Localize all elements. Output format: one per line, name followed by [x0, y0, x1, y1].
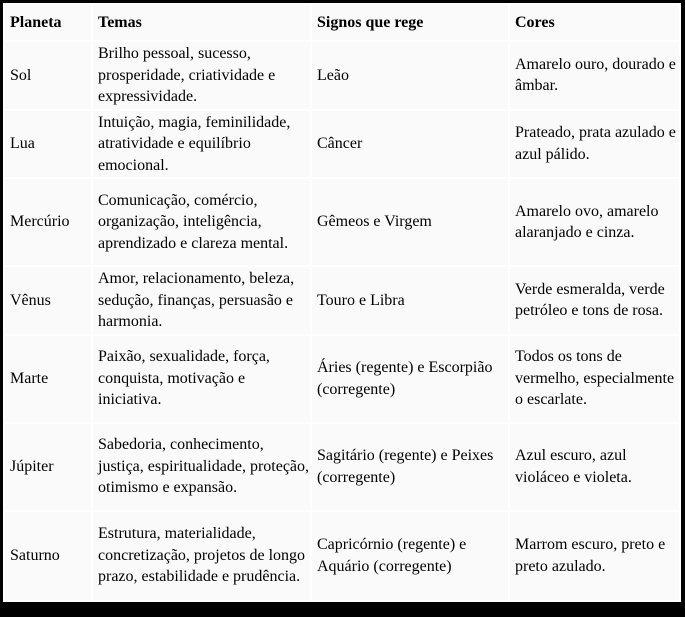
header-planeta: Planeta — [4, 4, 92, 41]
table-row — [4, 511, 680, 601]
cell-temas: Amor, relacionamento, beleza, sedução, finanças, persuasão e harmonia. — [92, 266, 311, 335]
cell-planeta: Marte — [4, 335, 92, 423]
planet-correspondence-table — [3, 3, 681, 602]
header-cores: Cores — [509, 4, 680, 41]
cell-planeta: Mercúrio — [4, 178, 92, 266]
cell-planeta: Júpiter — [4, 423, 92, 511]
cell-planeta: Sol — [4, 41, 92, 110]
cell-signos: Gêmeos e Virgem — [311, 178, 509, 266]
cell-temas: Sabedoria, conhecimento, justiça, espiritualidade, proteção, otimismo e expansão. — [92, 423, 311, 511]
cell-temas: Brilho pessoal, sucesso, prosperidade, criatividade e expressividade. — [92, 41, 311, 110]
cell-planeta: Vênus — [4, 266, 92, 335]
table-row — [4, 178, 680, 266]
cell-cores: Todos os tons de vermelho, especialmente o escarlate. — [509, 335, 680, 423]
cell-signos: Câncer — [311, 110, 509, 179]
cell-signos: Capricórnio (regente) e Aquário (corregente) — [311, 511, 509, 601]
table-row — [4, 266, 680, 335]
table-row — [4, 110, 680, 179]
cell-cores: Amarelo ouro, dourado e âmbar. — [509, 41, 680, 110]
header-row — [4, 4, 680, 41]
table-row — [4, 423, 680, 511]
cell-temas: Paixão, sexualidade, força, conquista, motivação e iniciativa. — [92, 335, 311, 423]
cell-temas: Intuição, magia, feminilidade, atratividade e equilíbrio emocional. — [92, 110, 311, 179]
cell-cores: Azul escuro, azul violáceo e violeta. — [509, 423, 680, 511]
cell-temas: Comunicação, comércio, organização, inteligência, aprendizado e clareza mental. — [92, 178, 311, 266]
table-row — [4, 335, 680, 423]
cell-signos: Áries (regente) e Escorpião (corregente) — [311, 335, 509, 423]
cell-planeta: Saturno — [4, 511, 92, 601]
cell-cores: Marrom escuro, preto e preto azulado. — [509, 511, 680, 601]
cell-cores: Verde esmeralda, verde petróleo e tons de rosa. — [509, 266, 680, 335]
cell-signos: Sagitário (regente) e Peixes (corregente) — [311, 423, 509, 511]
table-row — [4, 41, 680, 110]
header-temas: Temas — [92, 4, 311, 41]
cell-cores: Amarelo ovo, amarelo alaranjado e cinza. — [509, 178, 680, 266]
cell-temas: Estrutura, materialidade, concretização, projetos de longo prazo, estabilidade e prudência. — [92, 511, 311, 601]
cell-planeta: Lua — [4, 110, 92, 179]
header-signos: Signos que rege — [311, 4, 509, 41]
cell-cores: Prateado, prata azulado e azul pálido. — [509, 110, 680, 179]
cell-signos: Touro e Libra — [311, 266, 509, 335]
cell-signos: Leão — [311, 41, 509, 110]
